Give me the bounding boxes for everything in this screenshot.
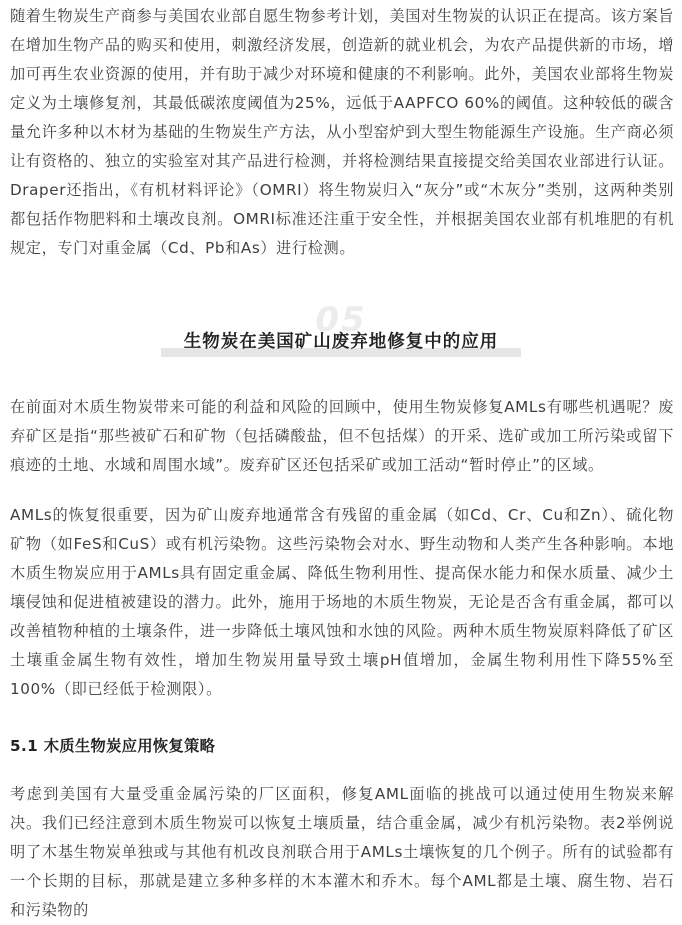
- body-paragraph: 在前面对木质生物炭带来可能的利益和风险的回顾中，使用生物炭修复AMLs有哪些机遇呢？废弃矿区是指“那些被矿石和矿物（包括磷酸盐，但不包括煤）的开采、选矿或加工所污染或留下痕迹的土地、水域和周围水域”。废弃矿区还包括采矿或加工活动“暂时停止”的区域。: [10, 398, 674, 474]
- body-paragraph: 考虑到美国有大量受重金属污染的厂区面积，修复AML面临的挑战可以通过使用生物炭来解决。我们已经注意到木质生物炭可以恢复土壤质量，结合重金属，减少有机污染物。表2举例说明了木基生物炭单独或与其他有机改良剂联合用于AMLs土壤恢复的几个例子。所有的试验都有一个长期的目标，那就是建立多种多样的木本灌木和乔木。每个AML都是土壤、腐生物、岩石和污染物的: [10, 785, 674, 919]
- section-title: 生物炭在美国矿山废弃地修复中的应用: [183, 332, 499, 352]
- section-heading: [0, 300, 682, 380]
- subsection-title: 5.1 木质生物炭应用恢复策略: [10, 737, 216, 755]
- section-number: 05: [315, 300, 367, 340]
- body-paragraph: 随着生物炭生产商参与美国农业部自愿生物参考计划，美国对生物炭的认识正在提高。该方案旨在增加生物产品的购买和使用，刺激经济发展，创造新的就业机会，为农产品提供新的市场，增加可再生农业资源的使用，并有助于减少对环境和健康的不利影响。此外，美国农业部将生物炭定义为土壤修复剂，其最低碳浓度阈值为25%，远低于AAPFCO 60%的阈值。这种较低的碳含量允许多种以木材为基础的生物炭生产方法，从小型窑炉到大型生物能源生产设施。生产商必须让有资格的、独立的实验室对其产品进行检测，并将检测结果直接提交给美国农业部进行认证。Draper还指出，《有机材料评论》（OMRI）将生物炭归入“灰分”或“木灰分”类别，这两种类别都包括作物肥料和土壤改良剂。OMRI标准还注重于安全性，并根据美国农业部有机堆肥的有机规定，专门对重金属（Cd、Pb和As）进行检测。: [10, 7, 674, 257]
- body-paragraph: AMLs的恢复很重要，因为矿山废弃地通常含有残留的重金属（如Cd、Cr、Cu和Zn）、硫化物矿物（如FeS和CuS）或有机污染物。这些污染物会对水、野生动物和人类产生各种影响。本地木质生物炭应用于AMLs具有固定重金属、降低生物利用性、提高保水能力和保水质量、减少土壤侵蚀和促进植被建设的潜力。此外，施用于场地的木质生物炭，无论是否含有重金属，都可以改善植物种植的土壤条件，进一步降低土壤风蚀和水蚀的风险。两种木质生物炭原料降低了矿区土壤重金属生物有效性，增加生物炭用量导致土壤pH值增加，金属生物利用性下降55%至100%（即已经低于检测限）。: [10, 506, 674, 698]
